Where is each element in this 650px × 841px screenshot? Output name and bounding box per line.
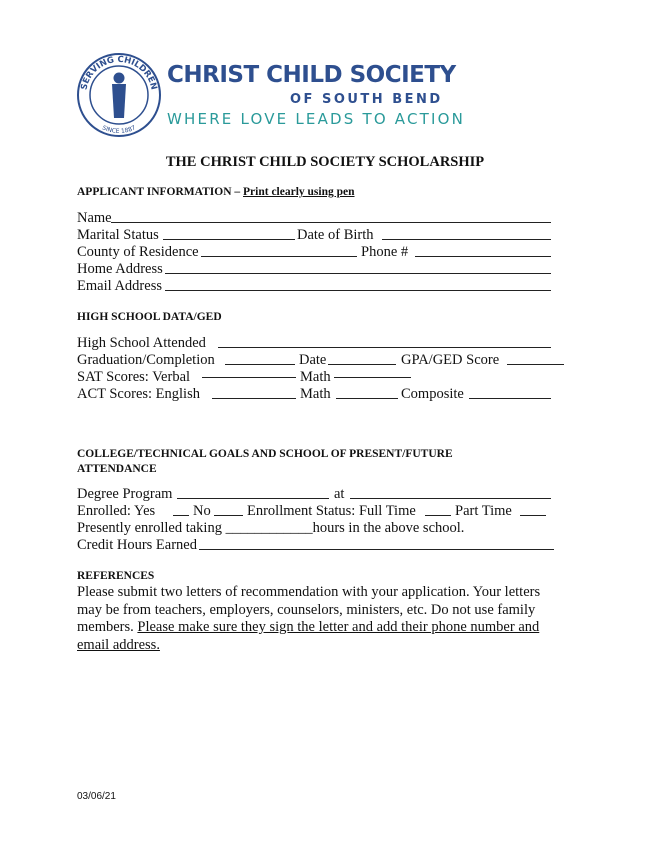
home-label: Home Address [77, 261, 163, 277]
act-english-field[interactable] [212, 385, 296, 399]
references-text [77, 584, 559, 654]
composite-field[interactable] [469, 385, 551, 399]
county-row [0, 243, 650, 261]
full-time-field[interactable] [425, 502, 451, 516]
degree-row [0, 485, 650, 503]
composite-label: Composite [401, 386, 464, 402]
marital-row [0, 226, 650, 244]
enrolled-no-label: No [193, 503, 211, 519]
logo-sub: OF SOUTH BEND [290, 92, 443, 107]
sat-verbal-label: SAT Scores: Verbal [77, 369, 191, 385]
act-english-label: ACT Scores: English [77, 386, 200, 402]
seal-top-text: SERVING CHILDREN [79, 54, 159, 91]
logo [76, 52, 466, 142]
school-field[interactable] [350, 485, 551, 499]
name-field[interactable] [111, 209, 551, 223]
email-row [0, 277, 650, 295]
phone-field[interactable] [415, 243, 551, 257]
county-label: County of Residence [77, 244, 199, 260]
dob-field[interactable] [382, 226, 551, 240]
sat-math-field[interactable] [334, 368, 411, 378]
act-math-field[interactable] [336, 385, 398, 399]
dob-label: Date of Birth [297, 227, 374, 243]
sat-verbal-field[interactable] [202, 368, 296, 378]
degree-field[interactable] [177, 485, 329, 499]
applicant-heading [77, 186, 355, 198]
name-label: Name [77, 210, 112, 226]
part-time-label: Part Time [455, 503, 512, 519]
seal-icon [76, 52, 162, 138]
at-label: at [334, 486, 345, 502]
footer-date: 03/06/21 [77, 791, 116, 802]
applicant-heading-note: Print clearly using pen [243, 186, 355, 198]
college-heading-line2: ATTENDANCE [77, 463, 157, 475]
enrolled-yes-field[interactable] [173, 502, 189, 516]
home-field[interactable] [165, 260, 551, 274]
home-row [0, 260, 650, 278]
credit-row [0, 536, 650, 554]
references-signature-note: Please make sure they sign the letter and add their phone number and email address. [77, 619, 540, 653]
enrolled-yes-label: Enrolled: Yes [77, 503, 156, 519]
high-school-heading: HIGH SCHOOL DATA/GED [77, 311, 222, 323]
graduation-label: Graduation/Completion [77, 352, 215, 368]
graduation-row [0, 351, 650, 369]
logo-name: CHRIST CHILD SOCIETY [167, 62, 456, 88]
phone-label: Phone # [361, 244, 409, 260]
email-field[interactable] [165, 277, 551, 291]
sat-math-label: Math [300, 369, 331, 385]
name-row [0, 209, 650, 227]
seal-bottom-text: SINCE 1887 [101, 124, 137, 136]
college-heading-line1: COLLEGE/TECHNICAL GOALS AND SCHOOL OF PRESENT/FUTURE [77, 448, 453, 460]
hs-attended-label: High School Attended [77, 335, 206, 351]
act-row [0, 385, 650, 403]
presently-enrolled-text[interactable]: Presently enrolled taking ____________hours in the above school. [77, 520, 465, 536]
college-heading [77, 447, 453, 477]
email-label: Email Address [77, 278, 162, 294]
date-label: Date [299, 352, 327, 368]
presently-row [0, 519, 650, 537]
applicant-heading-label: APPLICANT INFORMATION – [77, 186, 241, 198]
part-time-field[interactable] [520, 502, 546, 516]
gpa-label: GPA/GED Score [401, 352, 500, 368]
full-time-label: Enrollment Status: Full Time [247, 503, 416, 519]
county-field[interactable] [201, 243, 357, 257]
date-field[interactable] [328, 351, 396, 365]
page-title: THE CHRIST CHILD SOCIETY SCHOLARSHIP [165, 154, 485, 170]
credit-field[interactable] [199, 536, 554, 550]
sat-row [0, 368, 650, 386]
enrolled-no-field[interactable] [214, 502, 243, 516]
enrolled-row [0, 502, 650, 520]
marital-label: Marital Status [77, 227, 159, 243]
logo-tagline: WHERE LOVE LEADS TO ACTION [167, 110, 466, 128]
hs-attended-row [0, 334, 650, 352]
act-math-label: Math [300, 386, 331, 402]
references-instructions: Please submit two letters of recommendation with your application. Your letters may be from teachers, employers, counselors, ministers, etc. Do not use family members. [77, 584, 541, 635]
references-heading: REFERENCES [77, 570, 155, 582]
hs-attended-field[interactable] [218, 334, 551, 348]
gpa-field[interactable] [507, 351, 564, 365]
marital-field[interactable] [163, 226, 295, 240]
graduation-field[interactable] [225, 351, 295, 365]
credit-label: Credit Hours Earned [77, 537, 197, 553]
degree-label: Degree Program [77, 486, 173, 502]
